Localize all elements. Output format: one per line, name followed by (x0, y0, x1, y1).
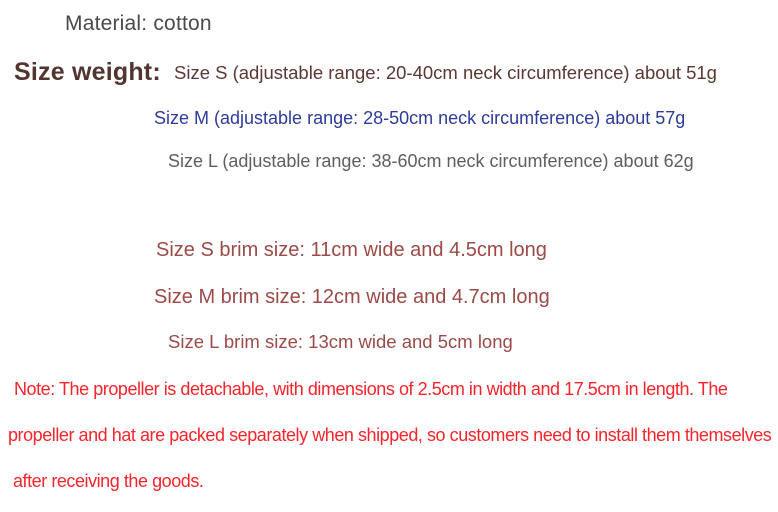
note-line-2: propeller and hat are packed separately when shipped, so customers need to install them themselves (8, 425, 772, 445)
brim-line-size-l: Size L brim size: 13cm wide and 5cm long (168, 331, 513, 352)
note-line-1: Note: The propeller is detachable, with dimensions of 2.5cm in width and 17.5cm in length. The (14, 379, 728, 399)
note-line-3: after receiving the goods. (13, 471, 204, 491)
weight-line-size-l: Size L (adjustable range: 38-60cm neck circumference) about 62g (168, 151, 694, 171)
weight-line-size-m: Size M (adjustable range: 28-50cm neck circumference) about 57g (154, 108, 686, 128)
brim-line-size-s: Size S brim size: 11cm wide and 4.5cm long (156, 239, 547, 261)
size-weight-heading: Size weight: (14, 58, 161, 86)
weight-line-size-s: Size S (adjustable range: 20-40cm neck circumference) about 51g (174, 62, 717, 83)
material-text: Material: cotton (65, 12, 212, 35)
brim-line-size-m: Size M brim size: 12cm wide and 4.7cm long (154, 286, 550, 308)
